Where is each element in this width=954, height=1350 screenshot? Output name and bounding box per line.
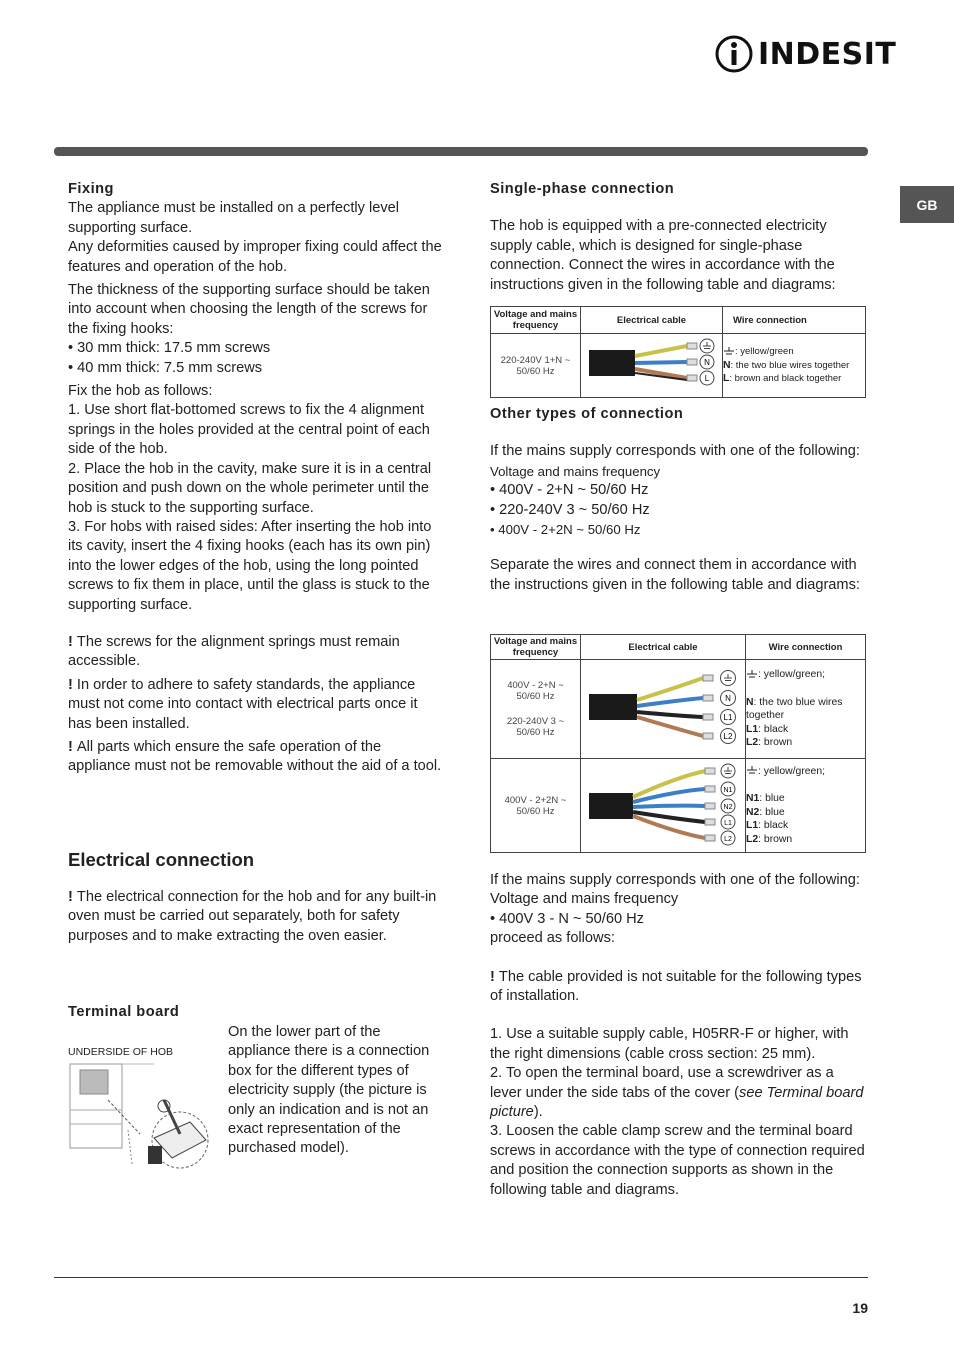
table2-header-cable: Electrical cable <box>581 635 746 660</box>
other-opt-3: • 400V - 2+2N ~ 50/60 Hz <box>490 522 641 538</box>
table-header-wire: Wire connection <box>723 307 866 334</box>
terminal-board-illustration <box>68 1060 216 1176</box>
table2-row1-legend: : yellow/green; N: the two blue wires together L1: black L2: brown <box>746 660 866 759</box>
indesit-logo-icon <box>714 34 754 74</box>
single-phase-text: The hob is equipped with a pre-connected electricity supply cable, which is designed for single-phase connection. Connect the wires in accordance with the instructions given in the following table and diagrams: <box>490 218 836 293</box>
fixing-section <box>68 180 442 777</box>
svg-text:L1: L1 <box>724 820 732 827</box>
table-header-cable: Electrical cable <box>581 307 723 334</box>
legend-ground: : yellow/green <box>723 345 865 359</box>
legend-n: N: the two blue wires together <box>723 359 850 371</box>
svg-text:L2: L2 <box>724 836 732 843</box>
other-step-2: 2. To open the terminal board, use a screwdriver as a lever under the side tabs of the cover (see Terminal board picture). <box>490 1065 864 1121</box>
fixing-step-1: 1. Use short flat-bottomed screws to fix the 4 alignment springs in the holes provided at the central point of each side of the hob. <box>68 402 430 458</box>
cable-cell <box>581 334 723 398</box>
other-procedure <box>490 871 868 1200</box>
wire-legend <box>723 334 866 398</box>
fixing-bullet-2: • 40 mm thick: 7.5 mm screws <box>68 359 263 376</box>
other-vmf2: Voltage and mains frequency <box>490 891 679 908</box>
electrical-title: Electrical connection <box>68 849 255 870</box>
table2-row1-cable <box>581 660 746 759</box>
single-phase-section <box>490 180 868 295</box>
table2-header-wire: Wire connection <box>746 635 866 660</box>
other-proceed: proceed as follows: <box>490 930 615 947</box>
svg-text:N2: N2 <box>723 804 733 811</box>
other-section <box>490 405 868 595</box>
svg-text:N: N <box>725 694 731 703</box>
fixing-warning-3: ! All parts which ensure the safe operation of the appliance must not be removable without the aid of a tool. <box>68 738 442 775</box>
terminal-title: Terminal board <box>68 1004 180 1020</box>
other-title: Other types of connection <box>490 406 684 422</box>
header-divider <box>54 147 868 156</box>
table2-row2-legend: : yellow/green; N1: blue N2: blue L1: black L2: brown <box>746 759 866 853</box>
single-phase-cable-diagram <box>581 334 722 394</box>
terminal-text: On the lower part of the appliance there is a connection box for the different types of electricity supply (the picture is only an indication and is not an exact representation of the purchased model). <box>228 1024 430 1157</box>
terminal-l-label: L <box>704 374 710 383</box>
fixing-p1: The appliance must be installed on a perfectly level supporting surface. <box>68 200 399 236</box>
other-if2: If the mains supply corresponds with one of the following: <box>490 872 860 888</box>
other-separate: Separate the wires and connect them in accordance with the instructions given in the following table and diagrams: <box>490 557 860 593</box>
svg-text:L1: L1 <box>723 713 733 722</box>
table2-row1-voltage: 400V - 2+N ~ 50/60 Hz 220-240V 3 ~ 50/60 Hz <box>491 660 581 759</box>
fixing-warning-2: ! In order to adhere to safety standards, the appliance must not come into contact with electrical parts once it has been installed. <box>68 676 418 732</box>
terminal-image-caption: UNDERSIDE OF HOB <box>68 1046 174 1058</box>
other-connection-table <box>490 634 866 853</box>
ground-icon <box>746 670 758 679</box>
fixing-bullet-1: • 30 mm thick: 17.5 mm screws <box>68 340 271 357</box>
fixing-p3: The thickness of the supporting surface should be taken into account when choosing the length of the screws for the fixing hooks: <box>68 282 430 337</box>
fixing-step-2: 2. Place the hob in the cavity, make sure it is in a central position and push down on the whole perimeter until the hob is stuck to the supporting surface. <box>68 460 432 516</box>
other-vmf: Voltage and mains frequency <box>490 463 661 479</box>
other-opt-1: • 400V - 2+N ~ 50/60 Hz <box>490 482 649 499</box>
voltage-cell: 220-240V 1+N ~ 50/60 Hz <box>491 334 581 398</box>
table2-row2-voltage: 400V - 2+2N ~ 50/60 Hz <box>491 759 581 853</box>
ground-icon <box>723 347 735 356</box>
svg-text:L2: L2 <box>723 732 733 741</box>
legend-l: L: brown and black together <box>723 373 842 385</box>
fixing-step-3: 3. For hobs with raised sides: After inserting the hob into its cavity, insert the 4 fixing hooks (each has its own pin) into the lower edges of the hob, using the long pointed screws to fix them in place, until the glass is stuck to the supporting surface. <box>68 518 432 613</box>
other-warning: ! The cable provided is not suitable for the following types of installation. <box>490 968 862 1005</box>
ground-icon <box>746 766 758 775</box>
table2-row2-cable <box>581 759 746 853</box>
other-step-3: 3. Loosen the cable clamp screw and the terminal board screws in accordance with the type of connection required and position the connection supports as shown in the following table and diagrams. <box>490 1123 865 1198</box>
other-intro: If the mains supply corresponds with one of the following: <box>490 443 860 460</box>
fixing-p2: Any deformities caused by improper fixing could affect the features and operation of the hob. <box>68 239 442 275</box>
other-opt-2: • 220-240V 3 ~ 50/60 Hz <box>490 501 650 518</box>
table-header-voltage: Voltage and mains frequency <box>491 307 581 334</box>
svg-text:N1: N1 <box>723 787 733 794</box>
fixing-warning-1: ! The screws for the alignment springs must remain accessible. <box>68 633 400 670</box>
single-phase-table <box>490 306 866 398</box>
fixing-steps-intro: Fix the hob as follows: <box>68 383 213 400</box>
language-tab: GB <box>900 186 954 223</box>
other-opt2: • 400V 3 - N ~ 50/60 Hz <box>490 910 644 927</box>
footer-divider <box>54 1277 868 1278</box>
table2-header-voltage: Voltage and mains frequency <box>491 635 581 660</box>
other-step-1: 1. Use a suitable supply cable, H05RR-F or higher, with the right dimensions (cable cross section: 25 mm). <box>490 1026 849 1062</box>
cable-diagram-3wire <box>581 660 745 755</box>
single-phase-title: Single-phase connection <box>490 181 675 197</box>
page-number: 19 <box>852 1300 868 1316</box>
cable-diagram-4wire <box>581 759 745 849</box>
brand-name: INDESIT <box>758 37 897 72</box>
fixing-title: Fixing <box>68 181 114 197</box>
electrical-warning: ! The electrical connection for the hob and for any built-in oven must be carried out separately, both for safety purposes and to make extracting the oven easier. <box>68 889 437 944</box>
terminal-n-label: N <box>704 358 710 367</box>
